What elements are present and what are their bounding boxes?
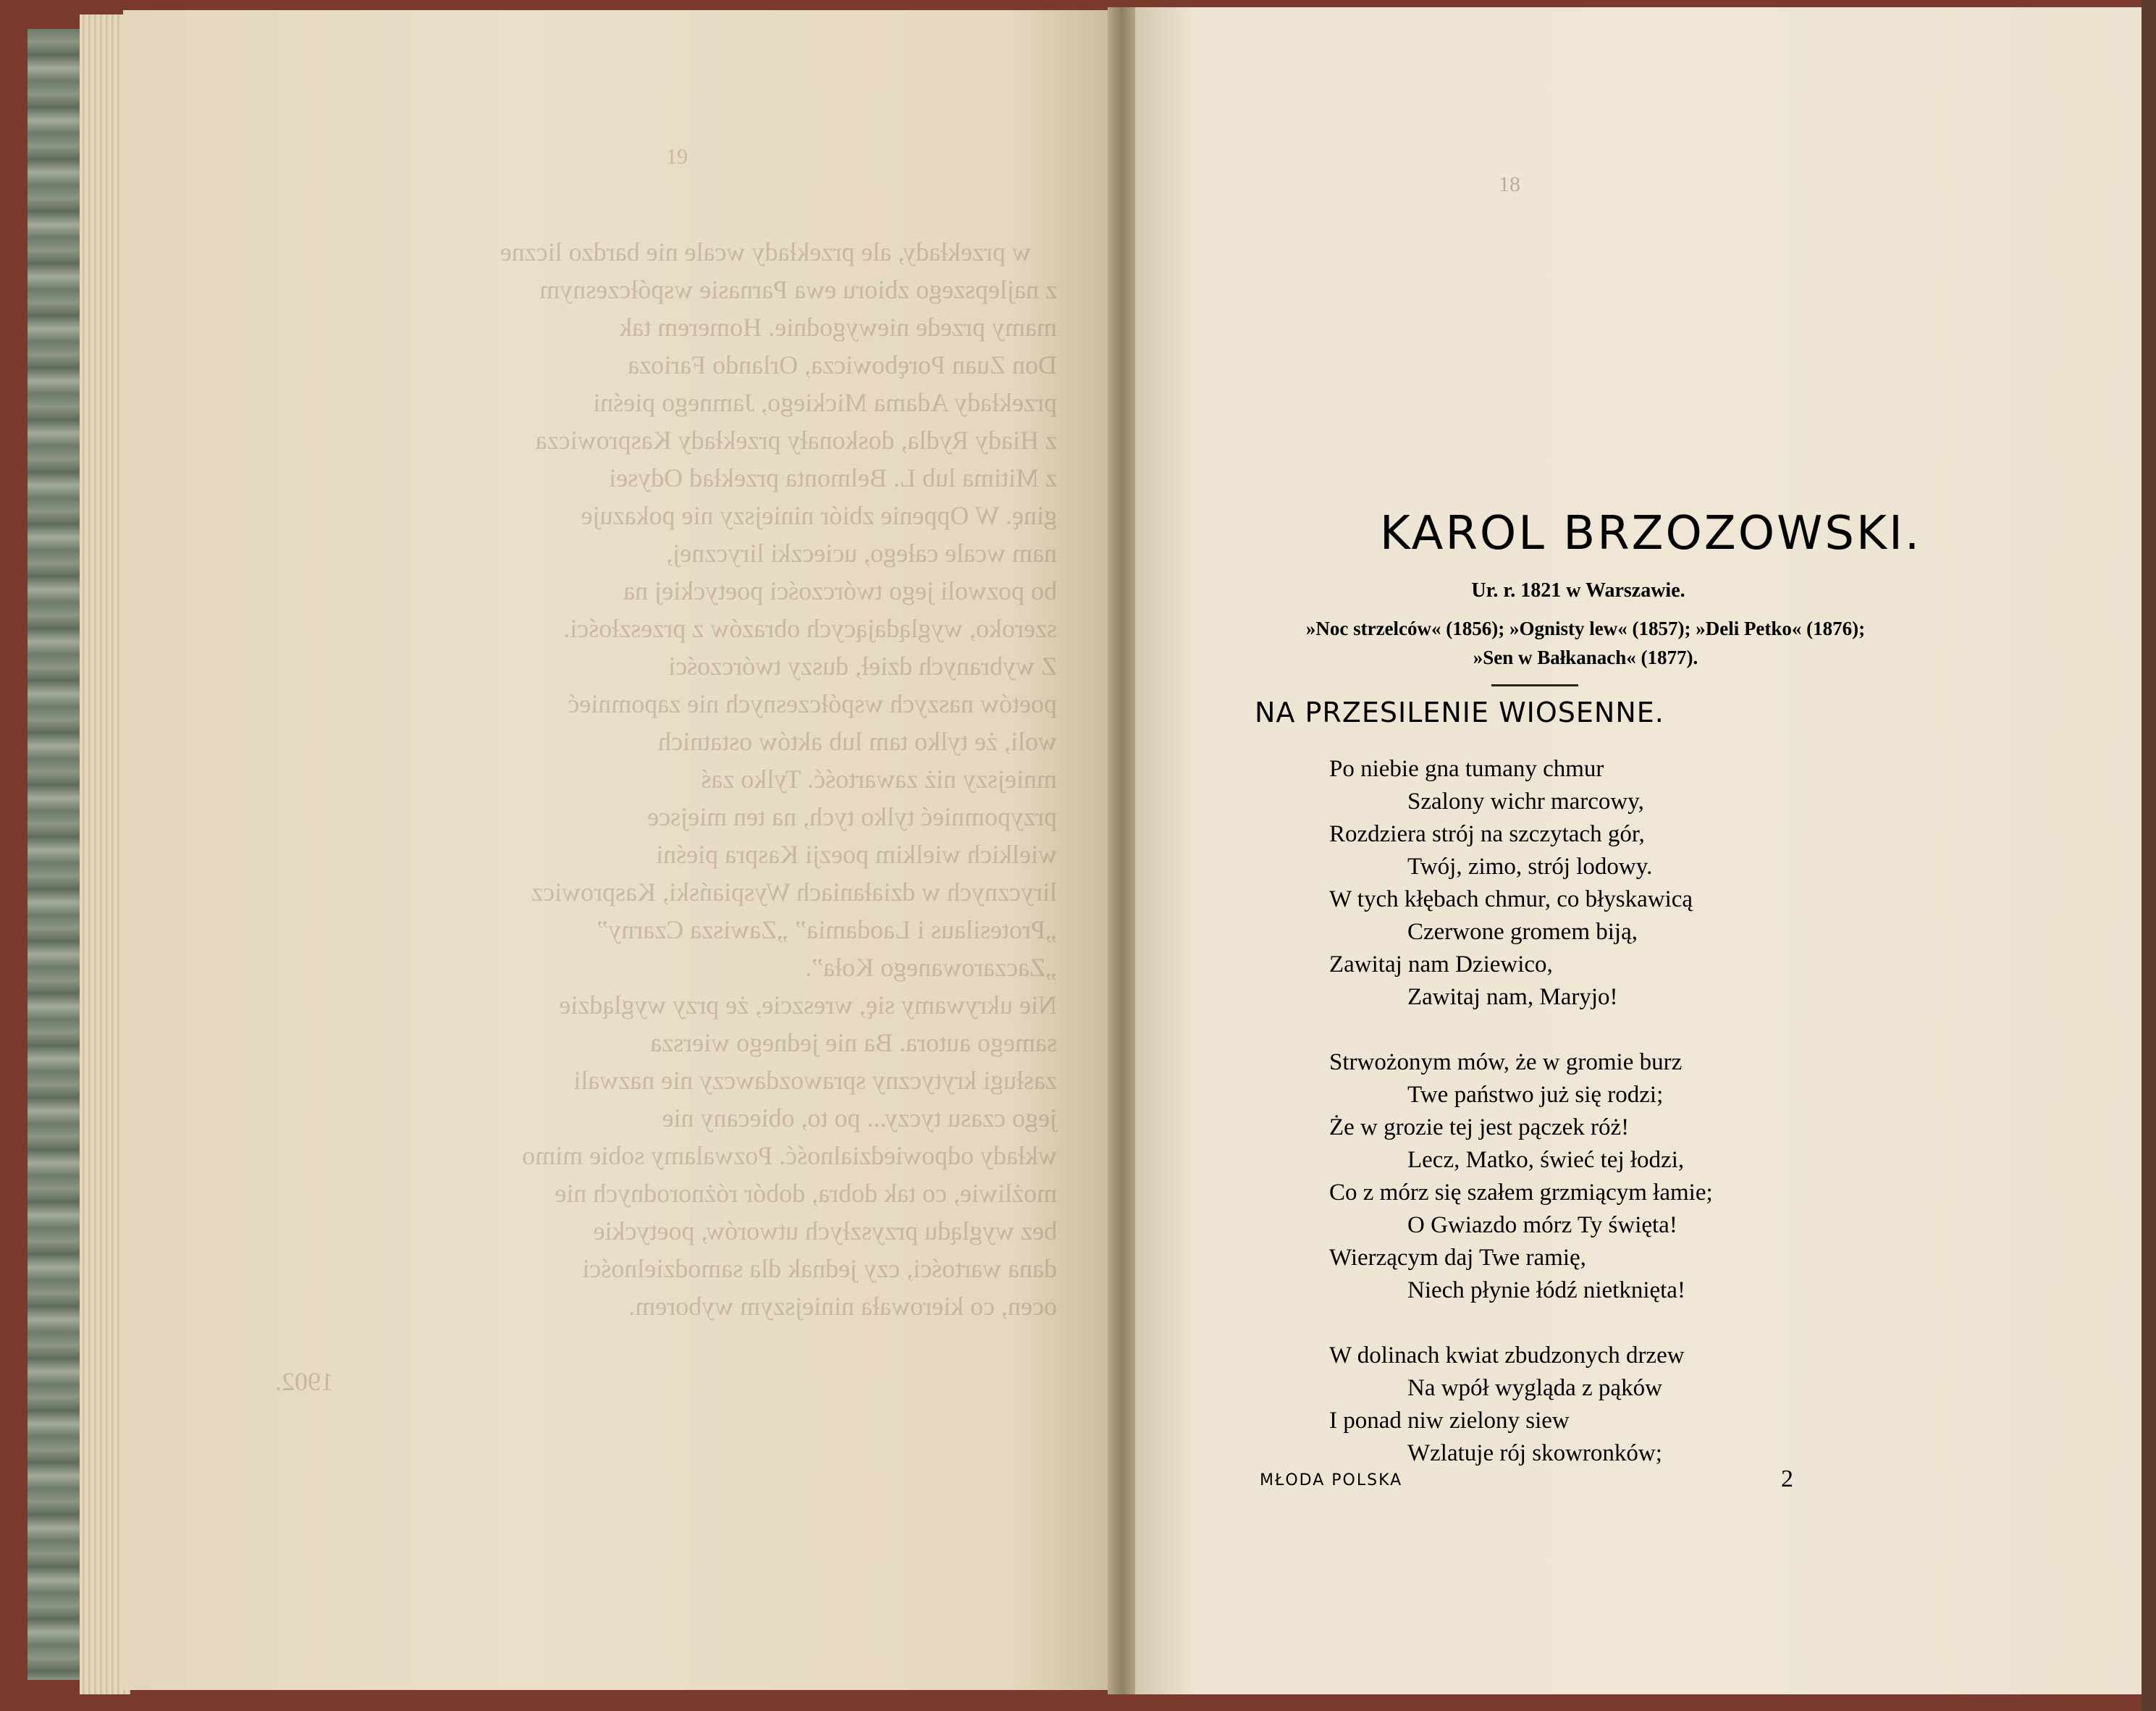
poem-title: NA PRZESILENIE WIOSENNE. (1255, 697, 1664, 728)
birth-info: Ur. r. 1821 w Warszawie. (1471, 579, 1685, 602)
verse: Strwożonym mów, że w gromie burz (1329, 1049, 1683, 1075)
verse: Na wpół wygląda z pąków (1407, 1375, 1662, 1401)
verse: Szalony wichr marcowy, (1407, 789, 1644, 815)
top-page-number: 18 (1499, 172, 1520, 196)
verse: Wierzącym daj Twe ramię, (1329, 1245, 1586, 1271)
stanza-3 (1329, 1340, 1981, 1470)
verse: Wzlatuje rój skowronków; (1407, 1440, 1662, 1466)
verse: Co z mórz się szałem grzmiącym łamie; (1329, 1180, 1713, 1206)
verse: Po niebie gna tumany chmur (1329, 756, 1604, 782)
verse: Rozdziera strój na szczytach gór, (1329, 821, 1645, 847)
show-through-text (188, 196, 1057, 1476)
verse: Twój, zimo, strój lodowy. (1407, 854, 1653, 880)
show-through-body: w przekłady, ale przekłady wcale nie bardzo liczne z najlepszego zbioru ewa Parnasie współczesnym mamy przede niewygodnie. Homerem tak Don Zuan Porębowicza, Orlando Farioza przekłady Adama Mickiego, Jamnego pieśni z Hiady Rydla, doskonały przekłady Kasprowicza z Mitima lub L. Belmonta przekład Odysei ginę. W Oppenie zbiór niniejszy nie pokazuje nam wcale całego, ucieczki lirycznej, bo pozwoli jego twórczości poetyckiej na szeroko, wyglądających obrazów z przeszłości. Z wybranych dzieł, duszy twórczości poetów naszych współczesnych nie zapomnieć woli, że tylko tam lub aktów ostatnich mniejszy niż zawartość. Tylko zaś przypomnieć tylko tych, na ten miejsce wielkich wielkim poezji Kaspra pieśni lirycznych w działaniach Wyspiański, Kasprowicz „Protesilaus i Laodamia” „Zawisza Czarny” „Zaczarowanego Koła”. Nie ukrywamy się, wreszcie, że przy wyglądzie samego autora. Ba nie jednego wiersza zasługi krytyczny sprawozdawczy nie nazwali jego czasu tyczy... po to, obiecany nie wkłady odpowiedzialność. Pozwalamy sobie mimo możliwie, co tak dobra, dobór różnorodnych nie bez wyglądu przyszłych utworów, poetyckie dana wartości, czy jednak dla samodzielności ocen, co kierowała niniejszym wyborem. (500, 237, 1057, 1321)
signature-number: 2 (1781, 1466, 1793, 1492)
verse: Twe państwo już się rodzi; (1407, 1082, 1664, 1108)
verse: Niech płynie łódź nietknięta! (1407, 1277, 1685, 1303)
verse: O Gwiazdo mórz Ty święta! (1407, 1212, 1677, 1238)
verse: W dolinach kwiat zbudzonych drzew (1329, 1342, 1685, 1369)
works-list (1224, 614, 1947, 672)
verse: Zawitaj nam, Maryjo! (1407, 984, 1618, 1010)
verse: W tych kłębach chmur, co błyskawicą (1329, 886, 1693, 912)
running-footer: MŁODA POLSKA (1260, 1471, 1403, 1489)
right-cover-edge (2142, 0, 2156, 1711)
stanza-1 (1329, 753, 1981, 1014)
verse: Zawitaj nam Dziewico, (1329, 951, 1553, 978)
works-line-1: »Noc strzelców« (1856); »Ognisty lew« (1857); »Deli Petko« (1876); (1305, 618, 1866, 639)
cover-pattern (28, 29, 84, 1680)
verse: Lecz, Matko, świeć tej łodzi, (1407, 1147, 1685, 1173)
show-through-date: 1902. (275, 1367, 334, 1396)
left-page-number: 19 (666, 145, 688, 169)
gutter (1108, 7, 1137, 1694)
poem (1329, 753, 1981, 1502)
divider-rule (1491, 684, 1578, 686)
author-name: KAROL BRZOZOWSKI. (1379, 507, 1922, 560)
stanza-2 (1329, 1046, 1981, 1307)
verse: Czerwone gromem biją, (1407, 919, 1638, 945)
verse: Że w grozie tej jest pączek róż! (1329, 1114, 1630, 1140)
verse: I ponad niw zielony siew (1329, 1408, 1570, 1434)
works-line-2: »Sen w Bałkanach« (1877). (1473, 647, 1698, 668)
